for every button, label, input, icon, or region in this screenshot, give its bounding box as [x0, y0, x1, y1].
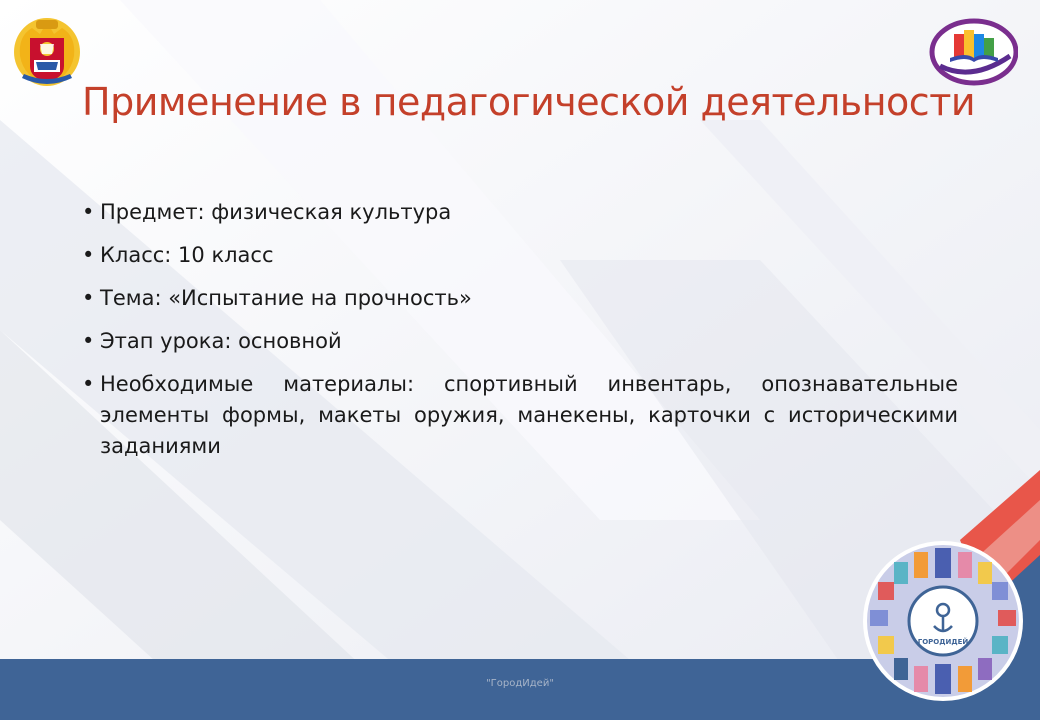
bullet-list — [82, 197, 958, 474]
footer-text: "ГородИдей" — [486, 678, 554, 689]
bullet-materials: • Необходимые материалы: спортивный инвентарь, опознавательные элементы формы, макеты оружия, манекены, карточки с историческими заданиями — [82, 369, 958, 462]
coat-of-arms-icon — [12, 16, 82, 88]
slide-title: Применение в педагогической деятельности — [82, 80, 976, 124]
bullet-topic: • Тема: «Испытание на прочность» — [82, 283, 958, 314]
city-emblem-label: ГОРОДИДЕЙ — [917, 638, 969, 646]
bullet-grade: • Класс: 10 класс — [82, 240, 958, 271]
bullet-subject: • Предмет: физическая культура — [82, 197, 958, 228]
city-of-ideas-emblem-icon — [862, 540, 1024, 702]
book-emblem-icon — [926, 16, 1018, 86]
bullet-lesson-stage: • Этап урока: основной — [82, 326, 958, 357]
